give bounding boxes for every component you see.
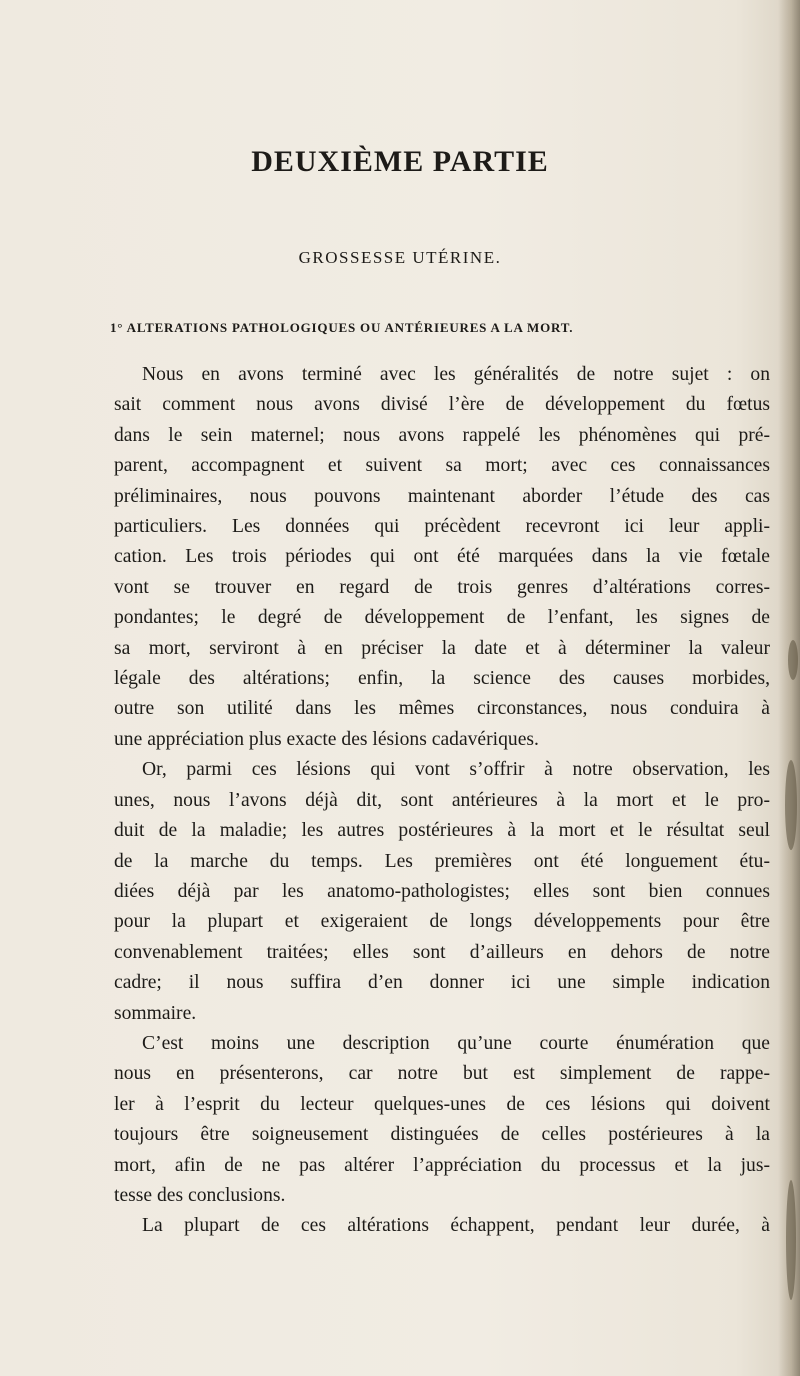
text-line: toujours être soigneusement distinguées de celles postérieures à la: [114, 1124, 770, 1146]
text-line: C’est moins une description qu’une courte énumération que: [142, 1032, 770, 1054]
text-line: dans le sein maternel; nous avons rappelé les phénomènes qui pré-: [114, 424, 770, 446]
text-line: tesse des conclusions.: [114, 1184, 286, 1206]
text-line: sommaire.: [114, 1002, 197, 1024]
text-line: parent, accompagnent et suivent sa mort; avec ces connaissances: [114, 455, 770, 477]
text-line: préliminaires, nous pouvons maintenant aborder l’étude des cas: [114, 485, 770, 507]
text-line: outre son utilité dans les mêmes circonstances, nous conduira à: [114, 698, 770, 720]
text-line: sa mort, serviront à en préciser la date et à déterminer la valeur: [114, 637, 770, 659]
page-edge-shadow: [778, 0, 800, 1376]
text-line: cadre; il nous suffira d’en donner ici une simple indication: [114, 972, 770, 994]
text-line: pondantes; le degré de développement de l’enfant, les signes de: [114, 607, 770, 629]
text-line: Nous en avons terminé avec les généralités de notre sujet : on: [142, 364, 770, 385]
part-title: DEUXIÈME PARTIE: [251, 145, 549, 178]
text-line: légale des altérations; enfin, la science des causes morbides,: [114, 668, 770, 690]
text-line: une appréciation plus exacte des lésions cadavériques.: [114, 728, 539, 750]
text-line: La plupart de ces altérations échappent, pendant leur durée, à: [142, 1215, 770, 1237]
text-line: convenablement traitées; elles sont d’ailleurs en dehors de notre: [114, 941, 770, 963]
text-line: sait comment nous avons divisé l’ère de développement du fœtus: [114, 394, 770, 416]
stain-mark: [786, 1180, 796, 1300]
text-line: de la marche du temps. Les premières ont été longuement étu-: [114, 850, 770, 872]
text-line: mort, afin de ne pas altérer l’appréciation du processus et la jus-: [114, 1154, 770, 1176]
stain-mark: [785, 760, 797, 850]
text-line: pour la plupart et exigeraient de longs développements pour être: [114, 911, 770, 933]
stain-mark: [788, 640, 798, 680]
text-line: unes, nous l’avons déjà dit, sont antérieures à la mort et le pro-: [114, 789, 770, 811]
text-line: duit de la maladie; les autres postérieures à la mort et le résultat seul: [114, 820, 770, 842]
text-line: particuliers. Les données qui précèdent recevront ici leur appli-: [114, 516, 770, 538]
text-line: nous en présenterons, car notre but est simplement de rappe-: [114, 1063, 770, 1085]
body-text: [114, 360, 770, 1242]
text-line: ler à l’esprit du lecteur quelques-unes de ces lésions qui doivent: [114, 1093, 770, 1115]
subsection-title: 1° ALTERATIONS PATHOLOGIQUES OU ANTÉRIEURES A LA MORT.: [110, 320, 574, 335]
text-line: diées déjà par les anatomo-pathologistes; elles sont bien connues: [114, 880, 770, 902]
text-line: Or, parmi ces lésions qui vont s’offrir à notre observation, les: [142, 759, 770, 781]
text-line: cation. Les trois périodes qui ont été marquées dans la vie fœtale: [114, 546, 770, 568]
section-title: GROSSESSE UTÉRINE.: [298, 248, 502, 267]
text-line: vont se trouver en regard de trois genres d’altérations corres-: [114, 576, 770, 598]
